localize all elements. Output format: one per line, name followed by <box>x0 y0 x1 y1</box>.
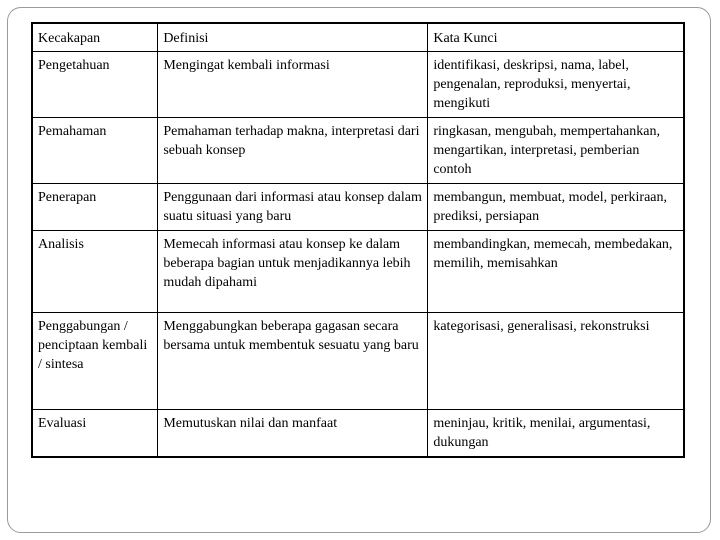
skills-table <box>31 22 685 458</box>
skill-cell: Penerapan <box>32 184 158 231</box>
definition-cell: Pemahaman terhadap makna, interpretasi dari sebuah konsep <box>158 118 428 184</box>
header-kecakapan: Kecakapan <box>32 23 158 52</box>
table-header-row <box>32 23 684 52</box>
table-row <box>32 52 684 118</box>
keywords-cell: membandingkan, memecah, membedakan, memilih, memisahkan <box>428 231 684 313</box>
skill-cell: Pengetahuan <box>32 52 158 118</box>
skill-cell: Penggabungan / penciptaan kembali / sintesa <box>32 313 158 410</box>
keywords-cell: membangun, membuat, model, perkiraan, prediksi, persiapan <box>428 184 684 231</box>
table-row <box>32 410 684 458</box>
definition-cell: Penggunaan dari informasi atau konsep dalam suatu situasi yang baru <box>158 184 428 231</box>
keywords-cell: ringkasan, mengubah, mempertahankan, mengartikan, interpretasi, pemberian contoh <box>428 118 684 184</box>
skill-cell: Analisis <box>32 231 158 313</box>
skill-cell: Pemahaman <box>32 118 158 184</box>
header-kata-kunci: Kata Kunci <box>428 23 684 52</box>
skill-cell: Evaluasi <box>32 410 158 458</box>
keywords-cell: kategorisasi, generalisasi, rekonstruksi <box>428 313 684 410</box>
header-definisi: Definisi <box>158 23 428 52</box>
definition-cell: Menggabungkan beberapa gagasan secara bersama untuk membentuk sesuatu yang baru <box>158 313 428 410</box>
table-row <box>32 184 684 231</box>
definition-cell: Memutuskan nilai dan manfaat <box>158 410 428 458</box>
table-row <box>32 231 684 313</box>
keywords-cell: identifikasi, deskripsi, nama, label, pengenalan, reproduksi, menyertai, mengikuti <box>428 52 684 118</box>
definition-cell: Mengingat kembali informasi <box>158 52 428 118</box>
table-row <box>32 118 684 184</box>
table-row <box>32 313 684 410</box>
keywords-cell: meninjau, kritik, menilai, argumentasi, dukungan <box>428 410 684 458</box>
definition-cell: Memecah informasi atau konsep ke dalam beberapa bagian untuk menjadikannya lebih mudah dipahami <box>158 231 428 313</box>
